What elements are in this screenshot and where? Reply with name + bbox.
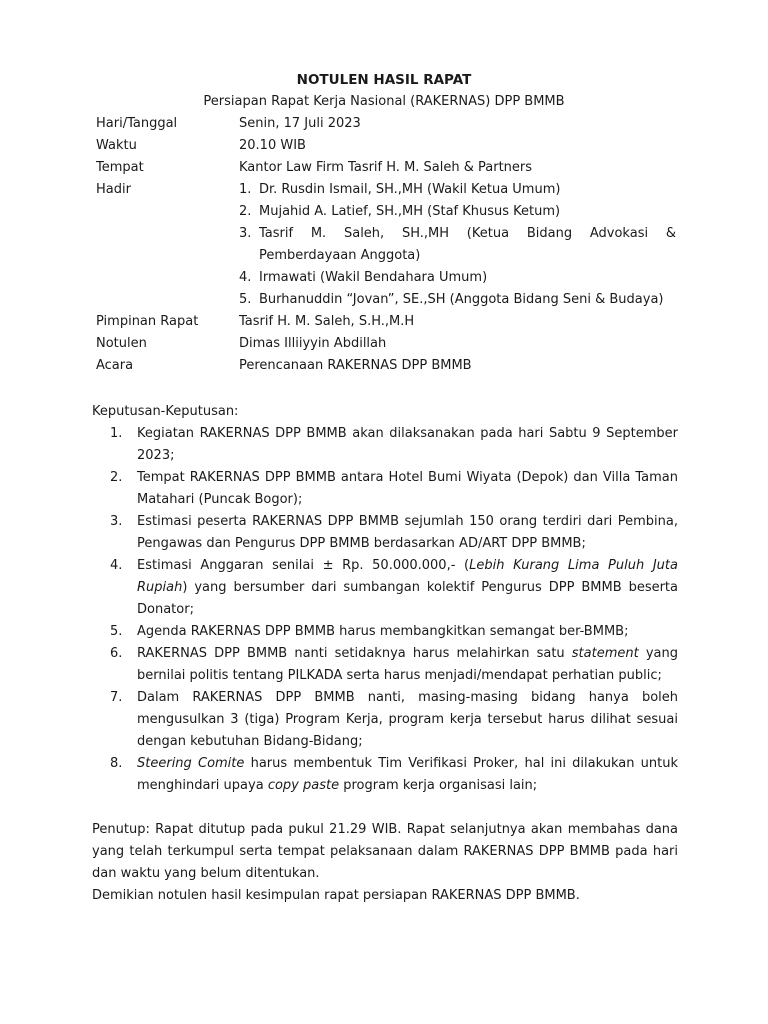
info-label: Acara <box>96 358 134 373</box>
decision-text: RAKERNAS DPP BMMB nanti setidaknya harus melahirkan satu <box>137 646 572 661</box>
info-value: Dimas Illiiyyin Abdillah <box>239 336 387 351</box>
decision-item <box>92 467 678 511</box>
info-label: Hadir <box>96 182 131 197</box>
decision-text: ) yang bersumber dari sumbangan kolektif Pengurus DPP BMMB beserta Donator; <box>137 580 678 617</box>
attendee-list <box>239 179 676 311</box>
decision-number: 1. <box>110 426 123 441</box>
info-row-hari <box>96 113 676 135</box>
attendee-item <box>239 289 676 311</box>
decision-item <box>92 423 678 467</box>
decision-text: Agenda RAKERNAS DPP BMMB harus membangkitkan semangat ber-BMMB; <box>137 624 629 639</box>
decision-number: 2. <box>110 470 123 485</box>
info-row-notulen <box>96 333 676 355</box>
info-value: Senin, 17 Juli 2023 <box>239 116 361 131</box>
info-label: Hari/Tanggal <box>96 116 178 131</box>
attendee-text: Tasrif M. Saleh, SH.,MH (Ketua Bidang Advokasi & Pemberdayaan Anggota) <box>259 226 676 263</box>
attendee-list-wrapper <box>239 179 676 311</box>
document-subtitle: Persiapan Rapat Kerja Nasional (RAKERNAS) DPP BMMB <box>203 94 565 109</box>
decision-text: Estimasi peserta RAKERNAS DPP BMMB sejumlah 150 orang terdiri dari Pembina, Pengawas dan Pengurus DPP BMMB berdasarkan AD/ART DPP BMMB; <box>137 514 678 551</box>
decision-number: 4. <box>110 558 123 573</box>
info-label: Pimpinan Rapat <box>96 314 199 329</box>
info-value: 20.10 WIB <box>239 138 306 153</box>
decision-text: Tempat RAKERNAS DPP BMMB antara Hotel Bumi Wiyata (Depok) dan Villa Taman Matahari (Puncak Bogor); <box>137 470 678 507</box>
decision-number: 6. <box>110 646 123 661</box>
closing-section <box>92 819 678 907</box>
decision-number: 7. <box>110 690 123 705</box>
decision-italic-text: Steering Comite <box>137 756 245 771</box>
info-row-waktu <box>96 135 676 157</box>
attendee-item <box>239 267 676 289</box>
info-row-pimpinan <box>96 311 676 333</box>
attendee-text: Mujahid A. Latief, SH.,MH (Staf Khusus Ketum) <box>259 204 561 219</box>
info-value: Tasrif H. M. Saleh, S.H.,M.H <box>239 314 415 329</box>
decision-item <box>92 511 678 555</box>
closing-statement: Demikian notulen hasil kesimpulan rapat persiapan RAKERNAS DPP BMMB. <box>92 888 580 903</box>
attendee-number: 2. <box>239 204 252 219</box>
decision-text: yang bernilai politis tentang PILKADA serta harus menjadi/mendapat perhatian public; <box>137 646 678 683</box>
attendee-number: 4. <box>239 270 252 285</box>
document-title: NOTULEN HASIL RAPAT <box>296 72 472 88</box>
decision-number: 5. <box>110 624 123 639</box>
info-label: Notulen <box>96 336 147 351</box>
decision-item <box>92 555 678 621</box>
attendee-number: 1. <box>239 182 252 197</box>
decision-item <box>92 621 678 643</box>
decision-text: Estimasi Anggaran senilai ± Rp. 50.000.000,- ( <box>137 558 470 573</box>
decisions-heading: Keputusan-Keputusan: <box>92 404 239 419</box>
decision-text: program kerja organisasi lain; <box>339 778 538 793</box>
attendee-number: 5. <box>239 292 252 307</box>
decision-text: harus membentuk Tim Verifikasi Proker, hal ini dilakukan untuk menghindari upaya <box>137 756 679 793</box>
decision-text: Dalam RAKERNAS DPP BMMB nanti, masing-masing bidang hanya boleh mengusulkan 3 (tiga) Program Kerja, program kerja tersebut harus dilihat sesuai dengan kebutuhan Bidang-Bidang; <box>137 690 678 749</box>
attendee-item <box>239 179 676 201</box>
decision-number: 8. <box>110 756 123 771</box>
decision-italic-text: copy paste <box>267 778 340 793</box>
decision-italic-text: Lebih Kurang Lima Puluh Juta Rupiah <box>137 558 678 595</box>
decision-text: Kegiatan RAKERNAS DPP BMMB akan dilaksanakan pada hari Sabtu 9 September 2023; <box>137 426 678 463</box>
info-label: Tempat <box>96 160 144 175</box>
info-row-tempat <box>96 157 676 179</box>
decision-item <box>92 643 678 687</box>
meeting-info <box>96 113 676 377</box>
decision-number: 3. <box>110 514 123 529</box>
closing-paragraph: Penutup: Rapat ditutup pada pukul 21.29 WIB. Rapat selanjutnya akan membahas dana yang telah terkumpul serta tempat pelaksanaan dalam RAKERNAS DPP BMMB pada hari dan waktu yang belum ditentukan. <box>92 822 678 881</box>
attendee-text: Irmawati (Wakil Bendahara Umum) <box>259 270 488 285</box>
decision-item <box>92 687 678 753</box>
decision-item <box>92 753 678 797</box>
info-row-hadir <box>96 179 676 311</box>
decision-list <box>92 423 678 797</box>
info-row-acara <box>96 355 676 377</box>
decision-italic-text: statement <box>571 646 639 661</box>
info-label: Waktu <box>96 138 137 153</box>
attendee-number: 3. <box>239 226 252 241</box>
attendee-item <box>239 201 676 223</box>
info-value: Perencanaan RAKERNAS DPP BMMB <box>239 358 472 373</box>
attendee-text: Dr. Rusdin Ismail, SH.,MH (Wakil Ketua Umum) <box>259 182 561 197</box>
attendee-item <box>239 223 676 267</box>
info-value: Kantor Law Firm Tasrif H. M. Saleh & Partners <box>239 160 533 175</box>
attendee-text: Burhanuddin “Jovan”, SE.,SH (Anggota Bidang Seni & Budaya) <box>259 292 664 307</box>
